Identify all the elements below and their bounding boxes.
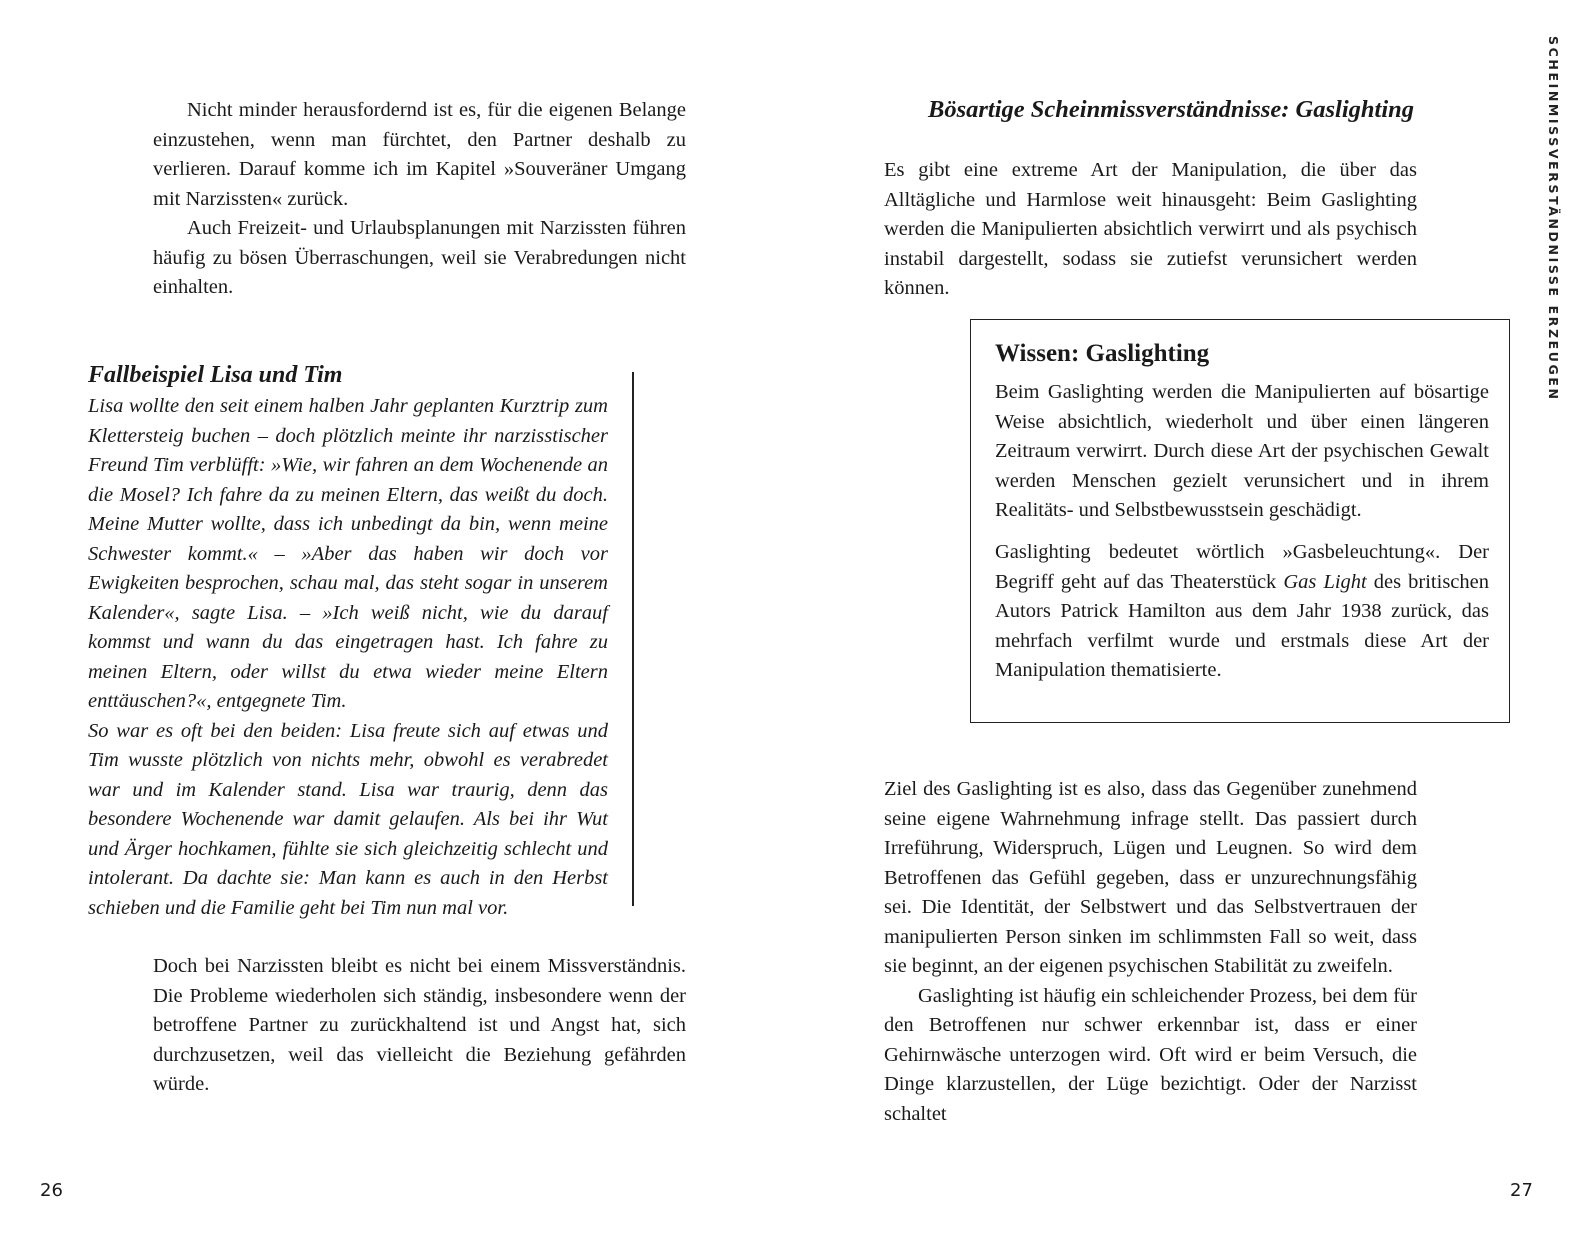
info-box	[970, 319, 1510, 723]
closing-text	[153, 952, 686, 1100]
info-box-title: Wissen: Gaslighting	[995, 340, 1210, 367]
case-study-paragraph: So war es oft bei den beiden: Lisa freute sich auf etwas und Tim wusste plötzlich von nichts mehr, obwohl es verabredet war und im Kalender stand. Lisa war traurig, denn das besondere Wochenende war damit gelaufen. Als bei ihr Wut und Ärger hochkamen, fühlte sie sich gleichzeitig schlecht und intolerant. Da dachte sie: Man kann es auch in den Herbst schieben und die Familie geht bei Tim nun mal vor.	[88, 719, 608, 919]
page-number: 26	[40, 1180, 63, 1201]
info-box-paragraph: Beim Gaslighting werden die Manipulierten auf bösartige Weise absichtlich, wiederholt und über einen längeren Zeitraum verwirrt. Durch diese Art der psychischen Gewalt werden Menschen gezielt verunsichert und in ihrem Realitäts- und Selbstbewusstsein geschädigt.	[995, 381, 1489, 521]
paragraph: Auch Freizeit- und Urlaubsplanungen mit Narzissten führen häufig zu bösen Überraschungen, weil sie Verabredungen nicht einhalten.	[153, 217, 686, 298]
page-number: 27	[1510, 1180, 1533, 1201]
paragraph: Nicht minder herausfordernd ist es, für die eigenen Belange einzustehen, wenn man fürchtet, den Partner deshalb zu verlieren. Darauf komme ich im Kapitel »Souveräner Umgang mit Narzissten« zurück.	[153, 99, 686, 210]
text-run: des britischen Autors Patrick Hamilton aus dem Jahr 1938 zurück, das mehrfach verfilmt wurde und erstmals diese Art der Manipulation thematisierte.	[995, 570, 1489, 681]
paragraph: Ziel des Gaslighting ist es also, dass das Gegenüber zunehmend seine eigene Wahrnehmung infrage stellt. Das passiert durch Irreführung, Widerspruch, Lügen und Leugnen. So wird dem Betroffenen das Gefühl gegeben, dass er unzurechnungsfähig sei. Die Identität, der Selbstwert und das Selbstvertrauen der manipulierten Person sinken im schlimmsten Fall so weit, dass sie beginnt, an der eigenen psychischen Stabilität zu zweifeln.	[884, 778, 1417, 977]
text-run: Gaslighting bedeutet wörtlich »Gasbeleuchtung«. Der Begriff geht auf das Theaterstück	[995, 541, 1489, 593]
section-title: Bösartige Scheinmissverständnisse: Gaslighting	[928, 96, 1415, 123]
paragraph: Gaslighting ist häufig ein schleichender Prozess, bei dem für den Betroffenen nur schwer erkennbar ist, dass er einer Gehirnwäsche unterzogen wird. Oft wird er beim Versuch, die Dinge klarzustellen, der Lüge bezichtigt. Oder der Narzisst schaltet	[884, 984, 1417, 1125]
case-study-paragraph: Lisa wollte den seit einem halben Jahr geplanten Kurztrip zum Klettersteig buchen – doch plötzlich meinte ihr narzisstischer Freund Tim verblüfft: »Wie, wir fahren an dem Wochenende an die Mosel? Ich fahre da zu meinen Eltern, das weißt du doch. Meine Mutter wollte, dass ich unbedingt da bin, wenn meine Schwester kommt.« – »Aber das haben wir doch vor Ewigkeiten besprochen, schau mal, das steht sogar in unserem Kalender«, sagte Lisa. – »Ich weiß nicht, wie du darauf kommst und wann du das eingetragen hast. Ich fahre zu meinen Eltern, oder willst du etwa wieder meine Eltern enttäuschen?«, entgegnete Tim.	[88, 395, 608, 712]
case-study-rule	[632, 372, 634, 906]
intro-text	[153, 96, 686, 303]
case-study	[88, 360, 608, 923]
running-head: SCHEINMISSVERSTÄNDNISSE ERZEUGEN	[1546, 36, 1561, 402]
case-study-title: Fallbeispiel Lisa und Tim	[88, 362, 343, 388]
paragraph: Es gibt eine extreme Art der Manipulation, die über das Alltägliche und Harmlose weit hinausgeht: Beim Gaslighting werden die Manipulierten absichtlich verwirrt und als psychisch instabil dargestellt, sodass sie zutiefst verunsichert werden können.	[884, 159, 1417, 299]
play-title: Gas Light	[1283, 570, 1367, 593]
paragraph: Doch bei Narzissten bleibt es nicht bei einem Missverständnis. Die Probleme wiederholen sich ständig, insbesondere wenn der betroffene Partner zu zurückhaltend ist und Angst hat, sich durchzusetzen, weil das vielleicht die Beziehung gefährden würde.	[153, 955, 686, 1095]
body-text	[884, 775, 1417, 1129]
info-box-paragraph	[995, 538, 1489, 686]
section-intro	[884, 156, 1417, 304]
